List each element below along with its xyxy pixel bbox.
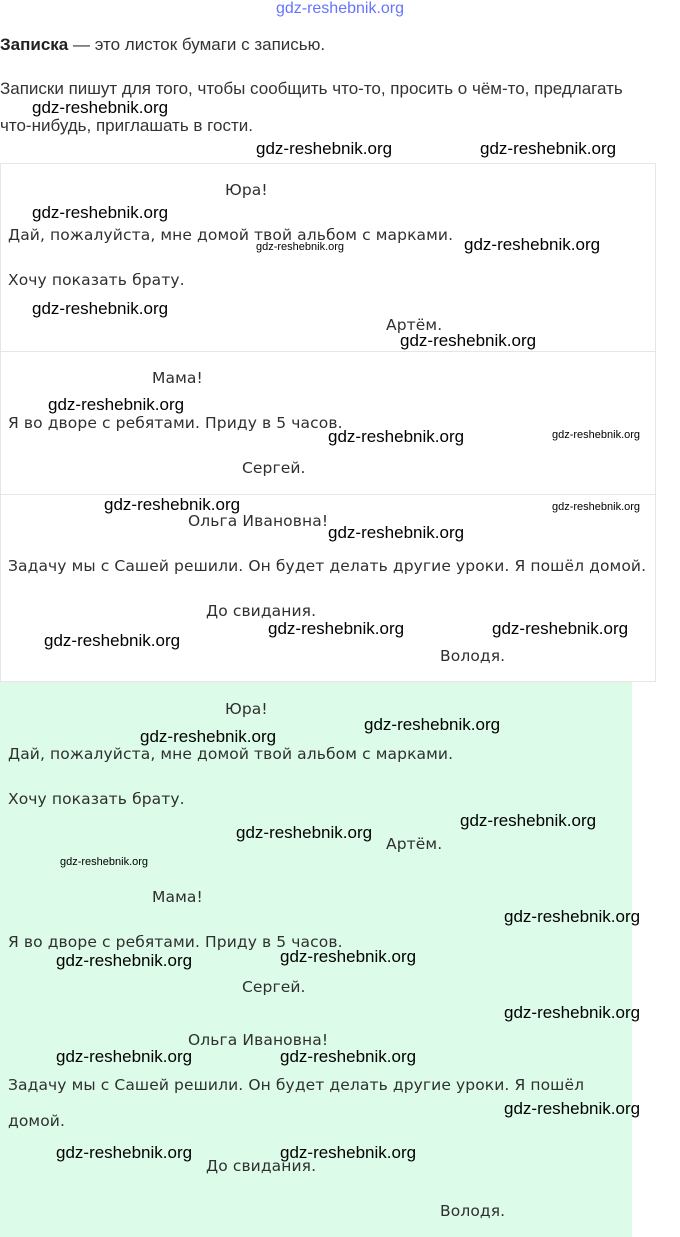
watermark: gdz-reshebnik.org <box>504 1003 641 1022</box>
watermark: gdz-reshebnik.org <box>140 727 277 746</box>
green-note2-signature: Сергей. <box>242 978 306 996</box>
note-card-1 <box>0 163 656 352</box>
watermark: gdz-reshebnik.org <box>492 619 629 638</box>
green-note1-line1: Дай, пожалуйста, мне домой твой альбом с марками. <box>8 745 454 763</box>
note3-greeting: Ольга Ивановна! <box>188 512 329 530</box>
watermark: gdz-reshebnik.org <box>328 427 465 446</box>
note3-farewell: До свидания. <box>206 602 317 620</box>
note2-greeting: Мама! <box>152 369 203 387</box>
watermark: gdz-reshebnik.org <box>256 241 345 253</box>
watermark: gdz-reshebnik.org <box>328 523 465 542</box>
note3-line1: Задачу мы с Сашей решили. Он будет делать другие уроки. Я пошёл домой. <box>8 557 647 575</box>
watermark: gdz-reshebnik.org <box>32 299 169 318</box>
watermark: gdz-reshebnik.org <box>268 619 405 638</box>
watermark: gdz-reshebnik.org <box>32 203 169 222</box>
green-note3-line1-wrap: домой. <box>8 1112 65 1130</box>
green-note1-line2: Хочу показать брату. <box>8 790 185 808</box>
watermark: gdz-reshebnik.org <box>236 823 373 842</box>
definition-text: — это листок бумаги с записью. <box>68 35 326 54</box>
watermark: gdz-reshebnik.org <box>44 631 181 650</box>
note2-signature: Сергей. <box>242 459 306 477</box>
watermark: gdz-reshebnik.org <box>280 1047 417 1066</box>
green-note1-signature: Артём. <box>386 835 443 853</box>
watermark: gdz-reshebnik.org <box>552 501 641 513</box>
green-note2-greeting: Мама! <box>152 888 203 906</box>
intro-paragraph-line2: что-нибудь, приглашать в гости. <box>0 116 253 135</box>
note1-signature: Артём. <box>386 316 443 334</box>
watermark: gdz-reshebnik.org <box>56 1047 193 1066</box>
green-note3-farewell: До свидания. <box>206 1157 317 1175</box>
watermark: gdz-reshebnik.org <box>280 947 417 966</box>
watermark: gdz-reshebnik.org <box>56 1143 193 1162</box>
watermark: gdz-reshebnik.org <box>60 856 149 868</box>
intro-paragraph-line1: Записки пишут для того, чтобы сообщить что-то, просить о чём-то, предлагать <box>0 79 623 98</box>
green-note3-greeting: Ольга Ивановна! <box>188 1031 329 1049</box>
green-note2-line1: Я во дворе с ребятами. Приду в 5 часов. <box>8 933 343 951</box>
watermark: gdz-reshebnik.org <box>364 715 501 734</box>
note2-line1: Я во дворе с ребятами. Приду в 5 часов. <box>8 414 343 432</box>
note1-line2: Хочу показать брату. <box>8 271 185 289</box>
watermark: gdz-reshebnik.org <box>480 139 617 158</box>
watermark: gdz-reshebnik.org <box>256 139 393 158</box>
note1-greeting: Юра! <box>225 181 268 199</box>
watermark: gdz-reshebnik.org <box>504 907 641 926</box>
watermark: gdz-reshebnik.org <box>552 429 641 441</box>
watermark: gdz-reshebnik.org <box>504 1099 641 1118</box>
watermark: gdz-reshebnik.org <box>56 951 193 970</box>
watermark: gdz-reshebnik.org <box>48 395 185 414</box>
watermark: gdz-reshebnik.org <box>32 98 169 117</box>
watermark: gdz-reshebnik.org <box>104 495 241 514</box>
watermark: gdz-reshebnik.org <box>400 331 537 350</box>
watermark: gdz-reshebnik.org <box>464 235 601 254</box>
green-note3-signature: Володя. <box>440 1202 506 1220</box>
watermark: gdz-reshebnik.org <box>460 811 597 830</box>
watermark: gdz-reshebnik.org <box>280 1143 417 1162</box>
definition-line <box>0 33 325 56</box>
note3-signature: Володя. <box>440 647 506 665</box>
note1-line1: Дай, пожалуйста, мне домой твой альбом с марками. <box>8 226 454 244</box>
site-header-watermark: gdz-reshebnik.org <box>275 0 405 17</box>
green-note1-greeting: Юра! <box>225 700 268 718</box>
green-note3-line1: Задачу мы с Сашей решили. Он будет делать другие уроки. Я пошёл <box>8 1076 585 1094</box>
term: Записка <box>0 35 69 54</box>
